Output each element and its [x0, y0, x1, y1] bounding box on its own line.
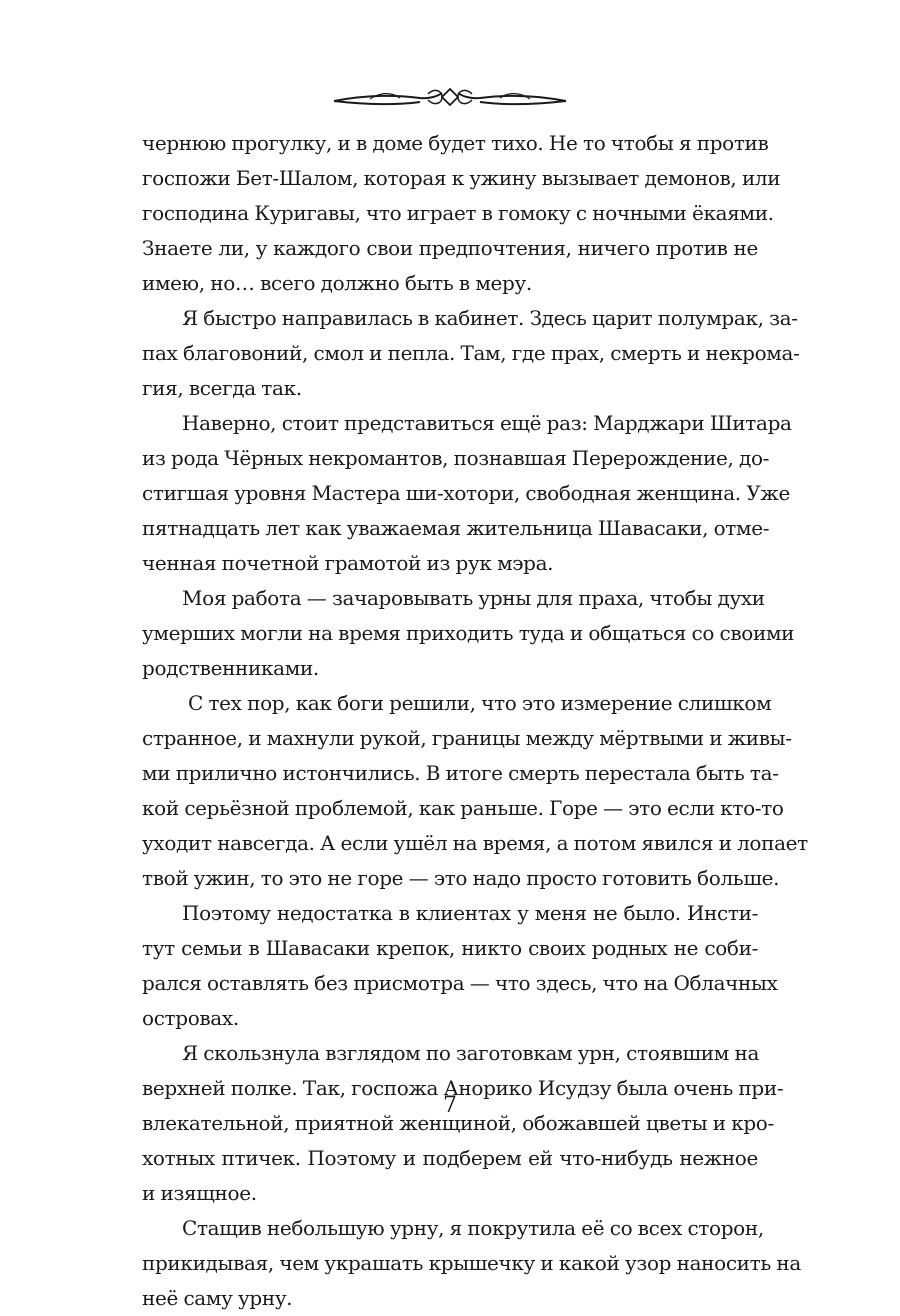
text-line: Стащив небольшую урну, я покрутила её со всех сторон,: [182, 1216, 764, 1240]
text-line: ми прилично истончились. В итоге смерть перестала быть та-: [142, 761, 779, 785]
text-line: из рода Чёрных некромантов, познавшая Перерождение, до-: [142, 446, 770, 470]
text-line: Знаете ли, у каждого свои предпочтения, ничего против не: [142, 236, 758, 260]
text-line: верхней полке. Так, госпожа Анорико Исудзу была очень при-: [142, 1076, 784, 1100]
text-line: и изящное.: [142, 1181, 257, 1205]
text-line: хотных птичек. Поэтому и подберем ей что-нибудь нежное: [142, 1146, 758, 1170]
text-line: пятнадцать лет как уважаемая жительница Шавасаки, отме-: [142, 516, 770, 540]
text-line: неё саму урну.: [142, 1286, 293, 1310]
text-line: кой серьёзной проблемой, как раньше. Горе — это если кто-то: [142, 796, 784, 820]
text-line: госпожи Бет-Шалом, которая к ужину вызывает демонов, или: [142, 166, 781, 190]
page-number: 7: [443, 1093, 457, 1118]
text-line: уходит навсегда. А если ушёл на время, а потом явился и лопает: [142, 831, 808, 855]
text-line: чернюю прогулку, и в доме будет тихо. Не то чтобы я против: [142, 131, 769, 155]
text-line: твой ужин, то это не горе — это надо просто готовить больше.: [142, 866, 780, 890]
text-line: влекательной, приятной женщиной, обожавшей цветы и кро-: [142, 1111, 774, 1135]
text-line: имею, но… всего должно быть в меру.: [142, 271, 532, 295]
text-line: ченная почетной грамотой из рук мэра.: [142, 551, 554, 575]
text-line: умерших могли на время приходить туда и общаться со своими: [142, 621, 795, 645]
text-line: рался оставлять без присмотра — что здесь, что на Облачных: [142, 971, 778, 995]
text-line: господина Куригавы, что играет в гомоку с ночными ёкаями.: [142, 201, 774, 225]
text-line: островах.: [142, 1006, 239, 1030]
text-line: Я быстро направилась в кабинет. Здесь царит полумрак, за-: [182, 306, 798, 330]
body-text: [142, 126, 808, 1316]
text-line: стигшая уровня Мастера ши-хотори, свободная женщина. Уже: [142, 481, 790, 505]
flourish-divider-icon: [330, 84, 570, 114]
text-line: прикидывая, чем украшать крышечку и какой узор наносить на: [142, 1251, 801, 1275]
text-line: Моя работа — зачаровывать урны для праха, чтобы духи: [182, 586, 765, 610]
text-line: С тех пор, как боги решили, что это измерение слишком: [188, 691, 772, 715]
text-line: Наверно, стоит представиться ещё раз: Марджари Шитара: [182, 411, 792, 435]
text-line: странное, и махнули рукой, границы между мёртвыми и живы-: [142, 726, 792, 750]
text-line: тут семьи в Шавасаки крепок, никто своих родных не соби-: [142, 936, 758, 960]
text-line: родственниками.: [142, 656, 319, 680]
text-line: гия, всегда так.: [142, 376, 302, 400]
text-line: Я скользнула взглядом по заготовкам урн, стоявшим на: [182, 1041, 760, 1065]
text-line: пах благовоний, смол и пепла. Там, где прах, смерть и некрома-: [142, 341, 800, 365]
text-line: Поэтому недостатка в клиентах у меня не было. Инсти-: [182, 901, 758, 925]
